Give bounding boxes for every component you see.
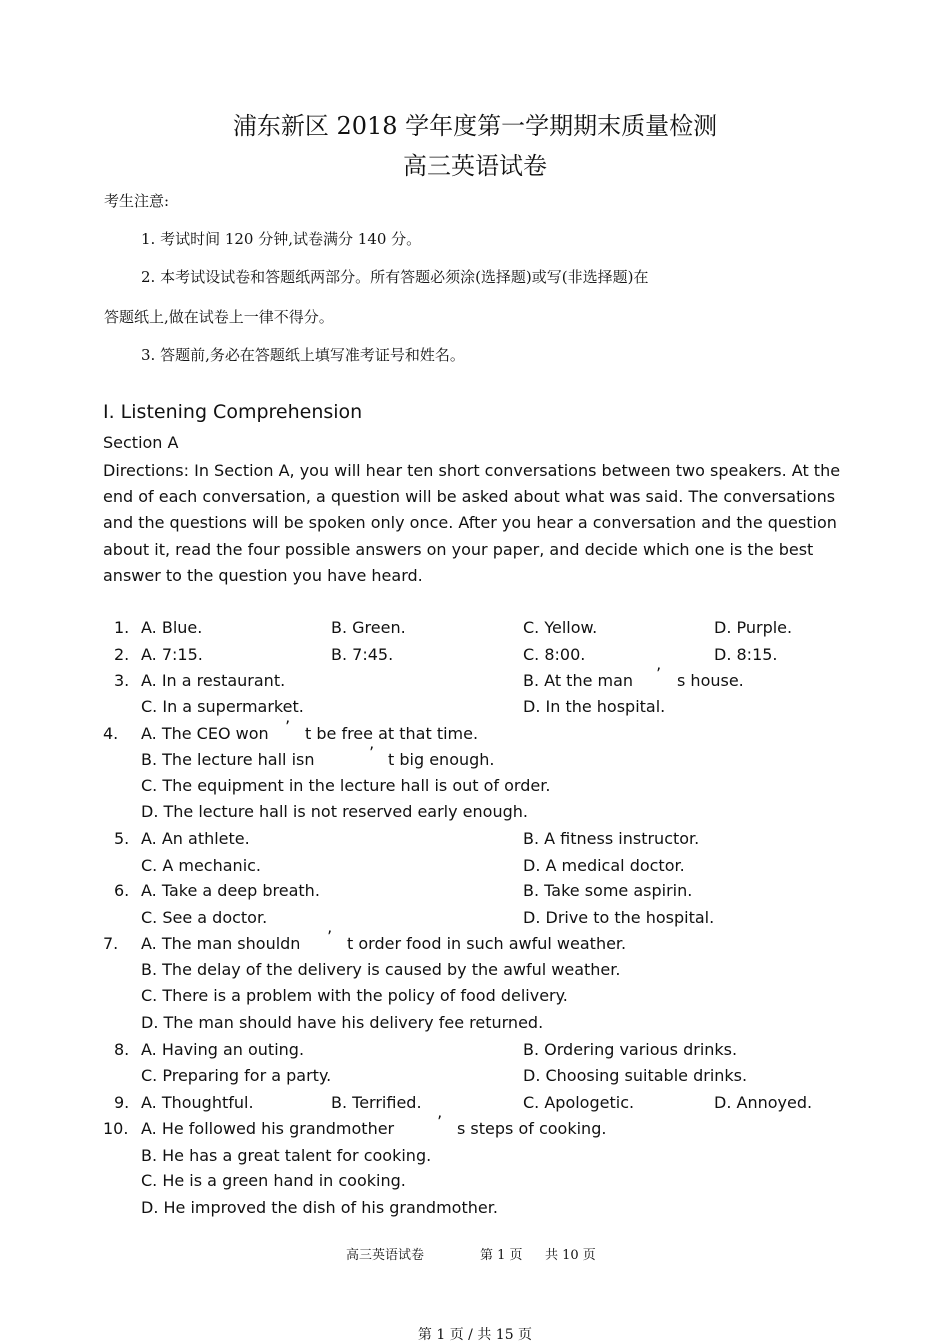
page-subtitle: 高三英语试卷 [403,152,547,180]
apostrophe: ’ [285,717,291,736]
option-a: A. In a restaurant. [141,671,286,690]
option-c: C. There is a problem with the policy of food delivery. [141,986,568,1005]
option-c: C. He is a green hand in cooking. [141,1171,406,1190]
option-b: B. A fitness instructor. [523,829,700,848]
option-c: C. The equipment in the lecture hall is out of order. [141,776,551,795]
apostrophe: ’ [437,1112,443,1131]
section-sub: Section A [103,433,179,452]
option-b: B. The lecture hall isn [141,750,315,769]
notice-item-2-cont: 答题纸上,做在试卷上一律不得分。 [104,308,334,326]
option-c: C. 8:00. [523,645,586,664]
option-a-rest: s steps of cooking. [457,1119,607,1138]
question-number: 8. [114,1040,130,1059]
option-a-rest: t be free at that time. [305,724,479,743]
option-a: A. An athlete. [141,829,250,848]
option-d: D. Purple. [714,618,793,637]
option-c: C. Apologetic. [523,1093,635,1112]
option-d: D. Annoyed. [714,1093,813,1112]
section-heading: I. Listening Comprehension [103,401,363,423]
footer-page: 第 1 页 [480,1248,523,1263]
option-d: D. In the hospital. [523,697,666,716]
option-a-rest: t order food in such awful weather. [347,934,627,953]
question-number: 6. [114,881,130,900]
question-number: 4. [103,724,119,743]
question-number: 1. [114,618,130,637]
option-a: A. The man shouldn [141,934,301,953]
option-c: C. See a doctor. [141,908,268,927]
question-number: 7. [103,934,119,953]
option-b: B. Ordering various drinks. [523,1040,738,1059]
footer-paper: 高三英语试卷 [346,1248,425,1263]
option-a: A. Thoughtful. [141,1093,254,1112]
question-number: 9. [114,1093,130,1112]
option-b: B. Terrified. [331,1093,422,1112]
apostrophe: ’ [327,927,333,946]
notice-heading: 考生注意: [104,192,170,210]
directions: Directions: In Section A, you will hear ten short conversations between two speakers. At the end of each conversation, a question will be asked about what was said. The conversations and the questions will be spoken only once. After you hear a conversation and the question about it, read the four possible answers on your paper, and decide which one is the best answer to the question you have heard. [103,461,841,585]
option-c: C. Preparing for a party. [141,1066,332,1085]
option-d: D. A medical doctor. [523,856,685,875]
option-d: D. 8:15. [714,645,778,664]
option-b: B. Green. [331,618,406,637]
option-a: A. Blue. [141,618,203,637]
question-number: 10. [103,1119,129,1138]
option-a: A. Take a deep breath. [141,881,320,900]
option-a: A. The CEO won [141,724,269,743]
footer-total: 共 10 页 [545,1248,596,1263]
question-number: 2. [114,645,130,664]
option-c: C. A mechanic. [141,856,262,875]
option-b: B. The delay of the delivery is caused by the awful weather. [141,960,621,979]
notice-item-3: 3. 答题前,务必在答题纸上填写准考证号和姓名。 [141,346,465,364]
option-a: A. 7:15. [141,645,203,664]
notice-item-1: 1. 考试时间 120 分钟,试卷满分 140 分。 [141,230,422,248]
option-b: B. He has a great talent for cooking. [141,1146,432,1165]
option-b: B. 7:45. [331,645,394,664]
option-d: D. Drive to the hospital. [523,908,715,927]
option-c: C. In a supermarket. [141,697,304,716]
question-number: 5. [114,829,130,848]
option-c: C. Yellow. [523,618,598,637]
option-b-rest: s house. [677,671,744,690]
option-b-rest: t big enough. [388,750,495,769]
option-b: B. Take some aspirin. [523,881,693,900]
option-a: A. Having an outing. [141,1040,305,1059]
pdf-page-indicator: 第 1 页 / 共 15 页 [417,1327,533,1343]
option-b: B. At the man [523,671,634,690]
apostrophe: ’ [369,743,375,762]
option-d: D. The lecture hall is not reserved early enough. [141,802,528,821]
question-number: 3. [114,671,130,690]
page-title: 浦东新区 2018 学年度第一学期期末质量检测 [232,112,718,140]
apostrophe: ’ [656,664,662,683]
notice-item-2: 2. 本考试设试卷和答题纸两部分。所有答题必须涂(选择题)或写(非选择题)在 [141,268,649,286]
option-d: D. The man should have his delivery fee returned. [141,1013,544,1032]
option-d: D. Choosing suitable drinks. [523,1066,748,1085]
option-a: A. He followed his grandmother [141,1119,395,1138]
option-d: D. He improved the dish of his grandmother. [141,1198,498,1217]
